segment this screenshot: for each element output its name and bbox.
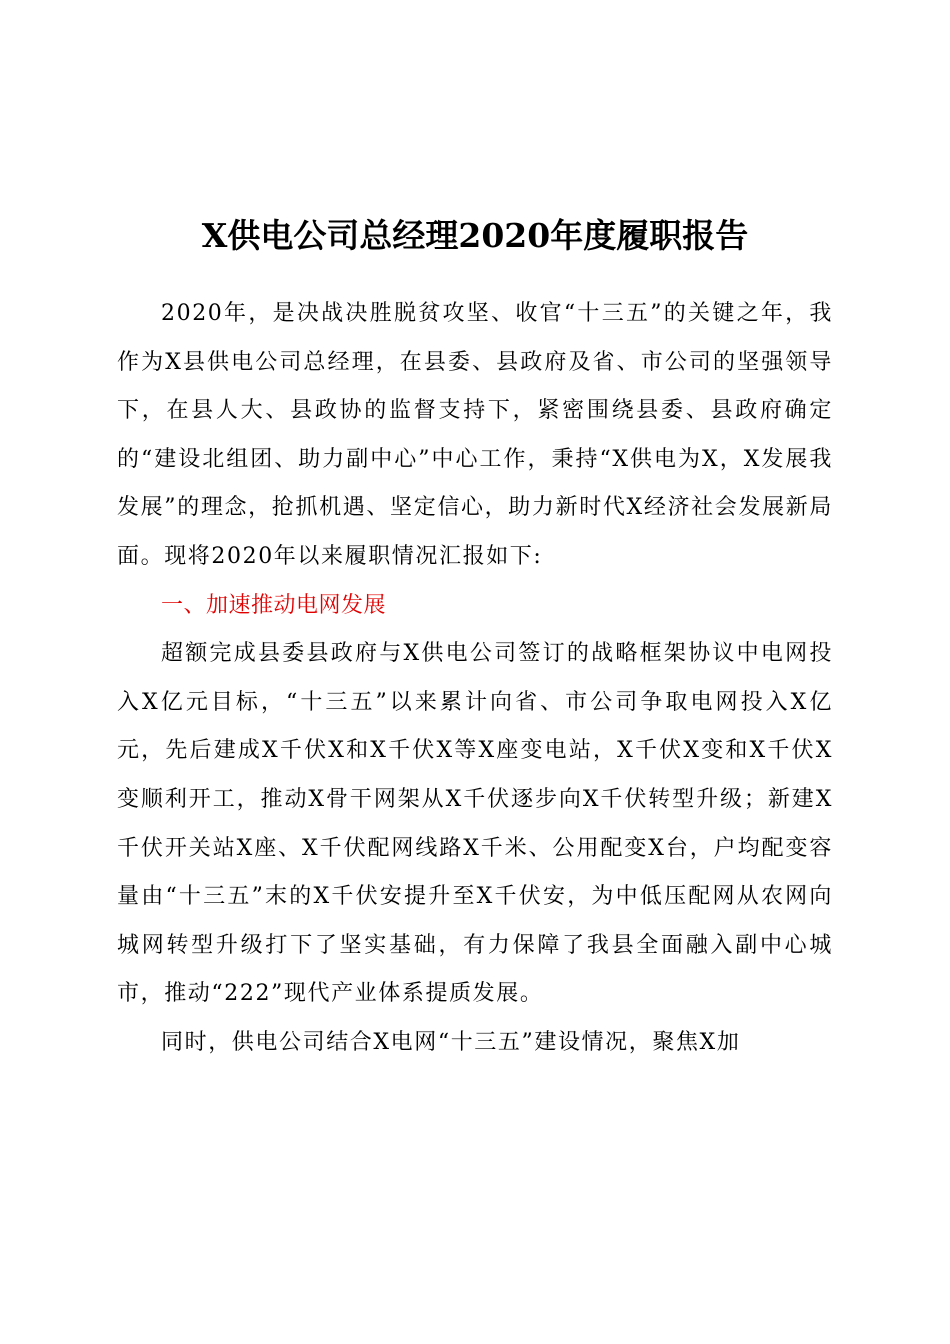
intro-paragraph: 2020年，是决战决胜脱贫攻坚、收官“十三五”的关键之年，我作为X县供电公司总经理，在县委、县政府及省、市公司的坚强领导下，在县人大、县政协的监督支持下，紧密围绕县委、县政府确定的“建设北组团、助力副中心”中心工作，秉持“X供电为X，X发展我发展”的理念，抢抓机遇、坚定信心，助力新时代X经济社会发展新局面。现将2020年以来履职情况汇报如下:	[117, 301, 833, 569]
section-1-paragraph-1: 超额完成县委县政府与X供电公司签订的战略框架协议中电网投入X亿元目标，“十三五”以来累计向省、市公司争取电网投入X亿元，先后建成X千伏X和X千伏X等X座变电站，X千伏X变和X千伏X变顺利开工，推动X骨干网架从X千伏逐步向X千伏转型升级；新建X千伏开关站X座、X千伏配网线路X千米、公用配变X台，户均配变容量由“十三五”末的X千伏安提升至X千伏安，为中低压配网从农网向城网转型升级打下了坚实基础，有力保障了我县全面融入副中心城市，推动“222”现代产业体系提质发展。	[117, 641, 833, 1007]
section-heading-1: 一、加速推动电网发展	[161, 592, 387, 618]
document-body	[117, 290, 833, 1068]
document-title: X供电公司总经理2020年度履职报告	[201, 216, 749, 255]
section-1-paragraph-2: 同时，供电公司结合X电网“十三五”建设情况，聚焦X加	[161, 1029, 741, 1055]
